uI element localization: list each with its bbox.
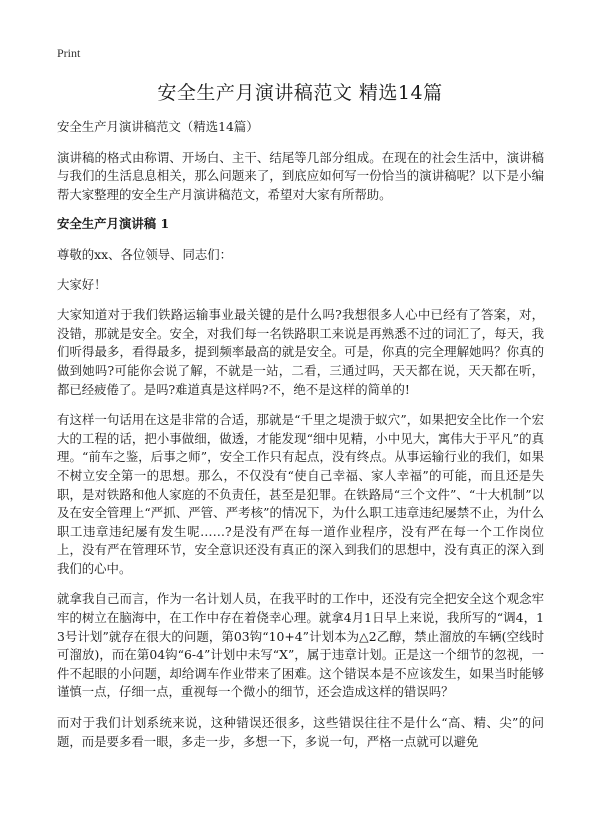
body-paragraph-3: 就拿我自己而言，作为一名计划人员，在我平时的工作中，还没有完全把安全这个观念牢牢的树立在脑海中，在工作中存在着侥幸心理。就拿4月1日早上来说，我所写的“调4，13号计划”就存在很大的问题，第03钩“10+4”计划本为△2乙醇，禁止溜放的车辆(空线时可溜放)，而在第04钩“6-4”计划中未写“X”，属于违章计划。正是这一个细节的忽视，一件不起眼的小问题，却给调车作业带来了困难。这个错误本是不应该发生，如果当时能够谨慎一点，仔细一点，重视每一个微小的细节，还会造成这样的错误吗？ (57, 591, 544, 700)
body-paragraph-4: 而对于我们计划系统来说，这种错误还很多，这些错误往往不是什么“高、精、尖”的问题，而是要多看一眼，多走一步，多想一下，多说一句，严格一点就可以避免 (57, 715, 544, 749)
page-title: 安全生产月演讲稿范文 精选14篇 (157, 82, 443, 104)
section-heading: 安全生产月演讲稿 1 (57, 216, 170, 232)
greeting-hello: 大家好！ (57, 276, 107, 292)
document-subtitle: 安全生产月演讲稿范文（精选14篇） (57, 119, 259, 134)
body-paragraph-2: 有这样一句话用在这是非常的合适，那就是“千里之堤溃于蚁穴”，如果把安全比作一个宏大的工程的话，把小事做细，做透，才能发现“细中见精，小中见大，寓伟大于平凡”的真理。“前车之鉴，后事之师”，安全工作只有起点，没有终点。从事运输行业的我们，如果不树立安全第一的思想。那么，不仅没有“使自己幸福、家人幸福”的可能，而且还是失职，是对铁路和他人家庭的不负责任，甚至是犯罪。在铁路局“三个文件”、“十大机制”以及在安全管理上“严抓、严管、严考核”的情况下，为什么职工违章违纪屡禁不止，为什么职工违章违纪屡有发生呢……?是没有严在每一道作业程序，没有严在每一个工作岗位上，没有严在管理环节，安全意识还没有真正的深入到我们的思想中，没有真正的深入到我们的心中。 (57, 412, 544, 576)
greeting-line: 尊敬的xx、各位领导、同志们： (57, 246, 233, 262)
body-paragraph-1: 大家知道对于我们铁路运输事业最关键的是什么吗?我想很多人心中已经有了答案，对，没错，那就是安全。安全，对我们每一名铁路职工来说是再熟悉不过的词汇了，每天，我们听得最多，看得最多，提到频率最高的就是安全。可是，你真的完全理解她吗？你真的做到她吗?可能你会说了解，不就是一站，二看，三通过吗，天天都在说，天天都在听，都已经疲倦了。是吗?难道真是这样吗?不，绝不是这样的简单的! (57, 307, 544, 397)
print-link[interactable]: Print (57, 46, 81, 60)
document-body (57, 118, 544, 763)
intro-paragraph: 演讲稿的格式由称谓、开场白、主干、结尾等几部分组成。在现在的社会生活中，演讲稿与我们的生活息息相关，那么问题来了，到底应如何写一份恰当的演讲稿呢？以下是小编帮大家整理的安全生产月演讲稿范文，希望对大家有所帮助。 (57, 149, 544, 202)
